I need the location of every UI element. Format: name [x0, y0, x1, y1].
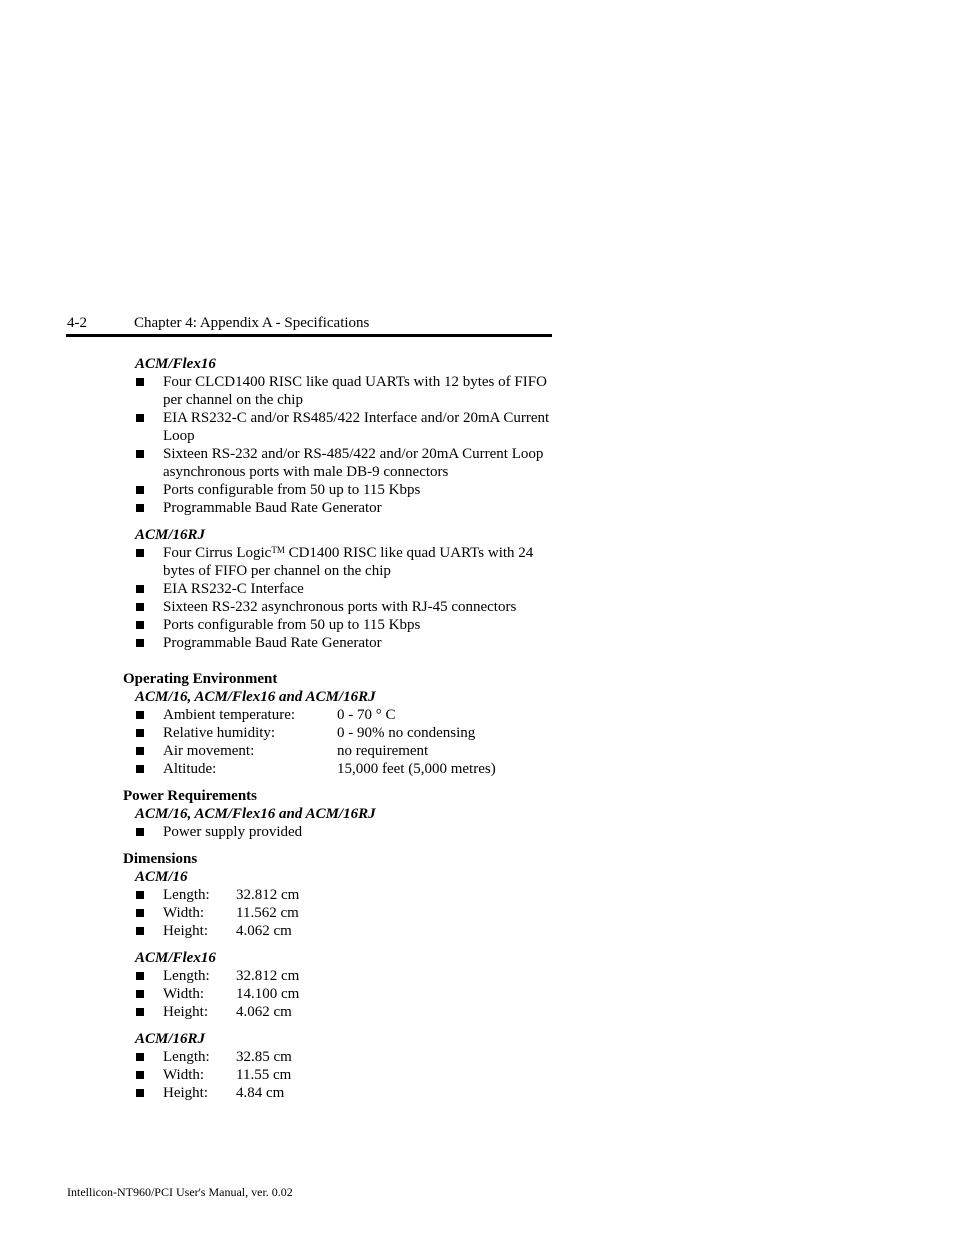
trademark-mark: TM: [271, 545, 285, 555]
list-item: [123, 904, 563, 922]
spec-value: 15,000 feet (5,000 metres): [337, 761, 496, 777]
power-list: [123, 823, 563, 841]
page-footer: Intellicon-NT960/PCI User's Manual, ver. 0.02: [67, 1185, 293, 1199]
bullet-icon: [136, 1053, 144, 1061]
bullet-icon: [136, 603, 144, 611]
spec-label: Relative humidity:: [163, 725, 276, 741]
bullet-icon: [136, 972, 144, 980]
spec-label: Width:: [163, 986, 205, 1002]
list-item-text: EIA RS232-C Interface: [163, 581, 304, 597]
dim-group-title: ACM/16: [135, 869, 188, 885]
list-item: [123, 823, 563, 841]
list-item-text: Sixteen RS-232 asynchronous ports with RJ-45 connectors: [163, 599, 517, 615]
spec-label: Height:: [163, 1004, 208, 1020]
bullet-icon: [136, 414, 144, 422]
spec-label: Height:: [163, 923, 208, 939]
list-item: [123, 481, 563, 499]
list-item: [123, 1048, 563, 1066]
spec-label: Height:: [163, 1085, 208, 1101]
list-item-text: Four Cirrus Logic: [163, 545, 272, 561]
list-item: [123, 967, 563, 985]
power-subheading: ACM/16, ACM/Flex16 and ACM/16RJ: [135, 806, 376, 822]
spec-label: Ambient temperature:: [163, 707, 296, 723]
dim-group-title: ACM/16RJ: [135, 1031, 206, 1047]
bullet-icon: [136, 828, 144, 836]
list-item: [123, 616, 563, 634]
bullet-icon: [136, 1089, 144, 1097]
list-item: [123, 598, 563, 616]
bullet-icon: [136, 504, 144, 512]
dim-group-title: ACM/Flex16: [135, 950, 216, 966]
spec-value: 11.55 cm: [236, 1067, 292, 1083]
spec-value: 4.84 cm: [236, 1085, 285, 1101]
list-item: [123, 886, 563, 904]
flex16-list: [123, 373, 563, 517]
list-item: [123, 922, 563, 940]
list-item-text: Programmable Baud Rate Generator: [163, 500, 382, 516]
list-item: [123, 373, 563, 409]
bullet-icon: [136, 891, 144, 899]
list-item: [123, 1066, 563, 1084]
spec-value: 32.812 cm: [236, 968, 300, 984]
spec-value: 14.100 cm: [236, 986, 300, 1002]
spec-value: 4.062 cm: [236, 1004, 292, 1020]
bullet-icon: [136, 927, 144, 935]
bullet-icon: [136, 585, 144, 593]
bullet-icon: [136, 621, 144, 629]
list-item-text: Sixteen RS-232 and/or RS-485/422 and/or 20mA Current Loop asynchronous ports with male DB-9 connectors: [163, 446, 544, 480]
operating-list: [123, 706, 563, 778]
spec-label: Length:: [163, 968, 210, 984]
bullet-icon: [136, 378, 144, 386]
spec-value: 4.062 cm: [236, 923, 292, 939]
spec-value: no requirement: [337, 743, 429, 759]
spec-value: 0 - 70 ° C: [337, 707, 396, 723]
spec-label: Length:: [163, 887, 210, 903]
power-heading: Power Requirements: [123, 788, 258, 804]
list-item: [123, 724, 563, 742]
list-item: [123, 445, 563, 481]
list-item: [123, 742, 563, 760]
list-item-text: EIA RS232-C and/or RS485/422 Interface and/or 20mA Current Loop: [163, 410, 550, 444]
list-item: [123, 409, 563, 445]
operating-heading: Operating Environment: [123, 671, 278, 687]
bullet-icon: [136, 639, 144, 647]
spec-label: Altitude:: [163, 761, 217, 777]
bullet-icon: [136, 711, 144, 719]
spec-value: 32.812 cm: [236, 887, 300, 903]
spec-value: 11.562 cm: [236, 905, 299, 921]
spec-label: Air movement:: [163, 743, 255, 759]
dimensions-list: [123, 967, 563, 1021]
chapter-title: Chapter 4: Appendix A - Specifications: [134, 315, 370, 331]
page-header: [66, 314, 552, 337]
spec-content: [123, 355, 563, 1102]
operating-subheading: ACM/16, ACM/Flex16 and ACM/16RJ: [135, 689, 376, 705]
spec-value: 32.85 cm: [236, 1049, 292, 1065]
list-item: [123, 1084, 563, 1102]
bullet-icon: [136, 450, 144, 458]
list-item-text: Four CLCD1400 RISC like quad UARTs with 12 bytes of FIFO per channel on the chip: [163, 374, 547, 408]
list-item-text: Power supply provided: [163, 824, 303, 840]
page-number: 4-2: [67, 315, 87, 331]
list-item: [123, 1003, 563, 1021]
list-item-text: CD1400 RISC like quad UARTs with 24 bytes of FIFO per channel on the chip: [163, 545, 534, 579]
list-item-text: Programmable Baud Rate Generator: [163, 635, 382, 651]
bullet-icon: [136, 1071, 144, 1079]
list-item: [123, 544, 563, 580]
spec-label: Width:: [163, 905, 205, 921]
list-item: [123, 580, 563, 598]
spec-value: 0 - 90% no condensing: [337, 725, 476, 741]
list-item: [123, 760, 563, 778]
spec-label: Width:: [163, 1067, 205, 1083]
dimensions-list: [123, 1048, 563, 1102]
spec-label: Length:: [163, 1049, 210, 1065]
bullet-icon: [136, 486, 144, 494]
list-item: [123, 499, 563, 517]
list-item-text: Ports configurable from 50 up to 115 Kbps: [163, 482, 421, 498]
dimensions-list: [123, 886, 563, 940]
list-item-text: Ports configurable from 50 up to 115 Kbps: [163, 617, 421, 633]
bullet-icon: [136, 765, 144, 773]
bullet-icon: [136, 729, 144, 737]
bullet-icon: [136, 909, 144, 917]
list-item: [123, 706, 563, 724]
rj16-title: ACM/16RJ: [135, 527, 206, 543]
list-item: [123, 634, 563, 652]
dimensions-heading: Dimensions: [123, 851, 198, 867]
bullet-icon: [136, 549, 144, 557]
bullet-icon: [136, 990, 144, 998]
rj16-list: [123, 544, 563, 652]
flex16-title: ACM/Flex16: [135, 356, 216, 372]
list-item: [123, 985, 563, 1003]
bullet-icon: [136, 1008, 144, 1016]
bullet-icon: [136, 747, 144, 755]
